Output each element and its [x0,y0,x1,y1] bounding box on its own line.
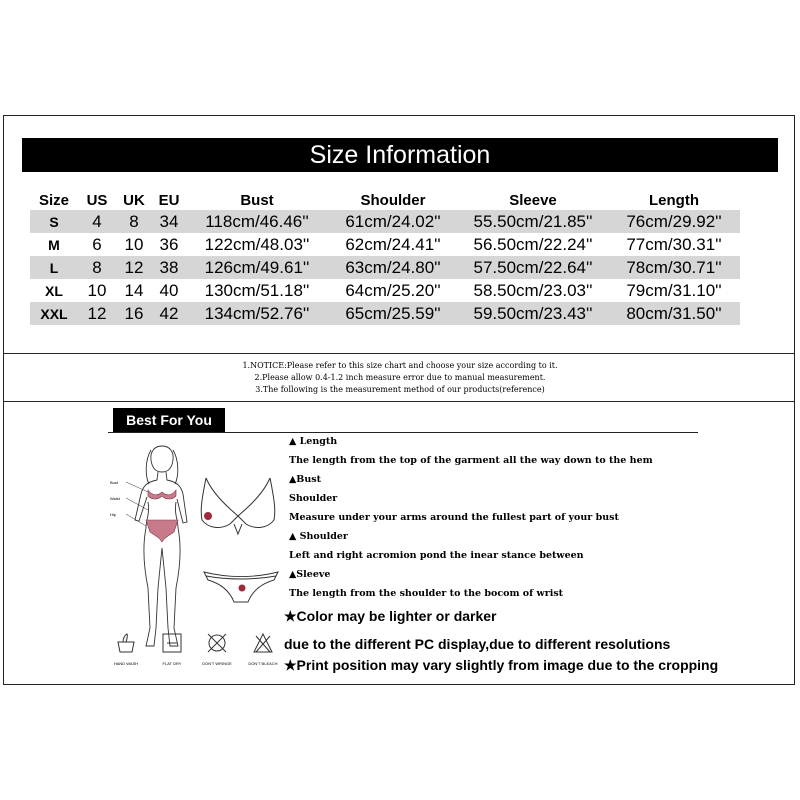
cell-shoulder: 62cm/24.41'' [345,234,441,254]
col-uk: UK [123,191,145,209]
dont-bleach-icon [252,632,274,654]
cell-length: 76cm/29.92'' [608,210,740,233]
shoulder-word: Shoulder [289,493,338,504]
cell-eu: 38 [152,256,186,279]
col-us: US [86,191,108,209]
cell-uk: 16 [116,302,152,325]
cell-us: 12 [78,302,116,325]
cell-size: M [48,236,60,253]
shoulder-desc: Left and right acromion pond the inear stance between [289,550,584,561]
cell-shoulder: 63cm/24.80'' [328,256,458,279]
divider-bottom [4,401,794,402]
col-shoulder: Shoulder [360,191,426,209]
length-heading: ▲ Length [289,436,338,447]
cell-length: 77cm/30.31'' [626,234,722,254]
care-label: DON'T WRINGE [202,661,232,666]
cell-bust: 126cm/49.61'' [186,256,328,279]
label-waist: Waist [110,496,120,501]
cell-us: 8 [78,256,116,279]
cell-uk: 14 [124,280,144,300]
cell-uk: 12 [116,256,152,279]
cell-sleeve: 57.50cm/22.64'' [458,256,608,279]
cell-eu: 36 [159,234,179,254]
cell-eu: 34 [152,210,186,233]
shoulder-heading: ▲ Shoulder [289,531,348,542]
table-row [30,233,740,256]
dont-wring-care [200,632,234,666]
notice-line: 1.NOTICE:Please refer to this size chart and choose your size according to it. [242,361,558,370]
label-hip: Hip [110,512,117,517]
display-note: due to the different PC display,due to different resolutions [284,636,671,652]
cell-length: 78cm/30.71'' [608,256,740,279]
cell-shoulder: 64cm/25.20'' [345,280,441,300]
notice-line: 3.The following is the measurement method of our products(reference) [255,385,545,394]
flat-dry-icon [161,632,183,654]
table-row [30,279,740,302]
cell-eu: 40 [159,280,179,300]
size-info-title: Size Information [22,138,778,172]
cell-sleeve: 59.50cm/23.43'' [458,302,608,325]
cell-sleeve: 58.50cm/23.03'' [473,280,593,300]
cell-shoulder: 65cm/25.59'' [328,302,458,325]
notice-line: 2.Please allow 0.4-1.2 inch measure error due to manual measurement. [254,373,546,382]
cell-sleeve: 55.50cm/21.85'' [458,210,608,233]
cell-us: 4 [78,210,116,233]
cell-bust: 122cm/48.03'' [204,234,310,254]
cell-size: L [30,256,78,279]
care-label: DON'T BLEACH [248,661,278,666]
col-bust: Bust [240,191,274,209]
divider-top [4,353,794,354]
best-for-you-tab: Best For You [113,408,225,432]
sleeve-heading: ▲Sleeve [289,569,331,580]
cell-bust: 118cm/46.46'' [186,210,328,233]
cell-uk: 10 [124,234,144,254]
bra-sketch-icon [196,470,280,542]
color-note: ★Color may be lighter or darker [284,608,497,624]
cell-bust: 134cm/52.76'' [186,302,328,325]
cell-length: 79cm/31.10'' [626,280,722,300]
cell-bust: 130cm/51.18'' [204,280,310,300]
col-size: Size [38,191,69,209]
table-row [30,256,740,279]
size-table [30,190,740,325]
cell-shoulder: 61cm/24.02'' [328,210,458,233]
cell-sleeve: 56.50cm/22.24'' [473,234,593,254]
notice-block [0,360,800,396]
hand-wash-care [112,632,140,666]
sleeve-desc: The length from the shoulder to the bocom of wrist [289,588,564,599]
flat-dry-care [158,632,186,666]
bust-desc: Measure under your arms around the fullest part of your bust [289,512,619,523]
print-note: ★Print position may vary slightly from image due to the cropping [284,657,719,673]
col-eu: EU [158,191,180,209]
cell-us: 10 [87,280,107,300]
best-for-you-rule [108,432,698,433]
col-sleeve: Sleeve [509,191,557,209]
bust-heading: ▲Bust [289,474,321,485]
cell-eu: 42 [152,302,186,325]
length-desc: The length from the top of the garment all the way down to the hem [289,455,653,466]
hand-wash-icon [115,632,137,654]
panty-sketch-icon [200,566,282,604]
label-bust: Bust [110,480,119,485]
cell-uk: 8 [116,210,152,233]
cell-length: 80cm/31.50'' [608,302,740,325]
table-row [30,210,740,233]
dont-bleach-care [246,632,280,666]
cell-size: XL [45,282,63,299]
cell-size: S [30,210,78,233]
care-label: FLAT DRY [162,661,182,666]
care-label: HAND WASH [113,661,139,666]
cell-us: 6 [92,234,102,254]
size-table-header [30,190,740,210]
table-row [30,302,740,325]
cell-size: XXL [30,302,78,325]
col-length: Length [649,191,699,209]
dont-wring-icon [206,632,228,654]
